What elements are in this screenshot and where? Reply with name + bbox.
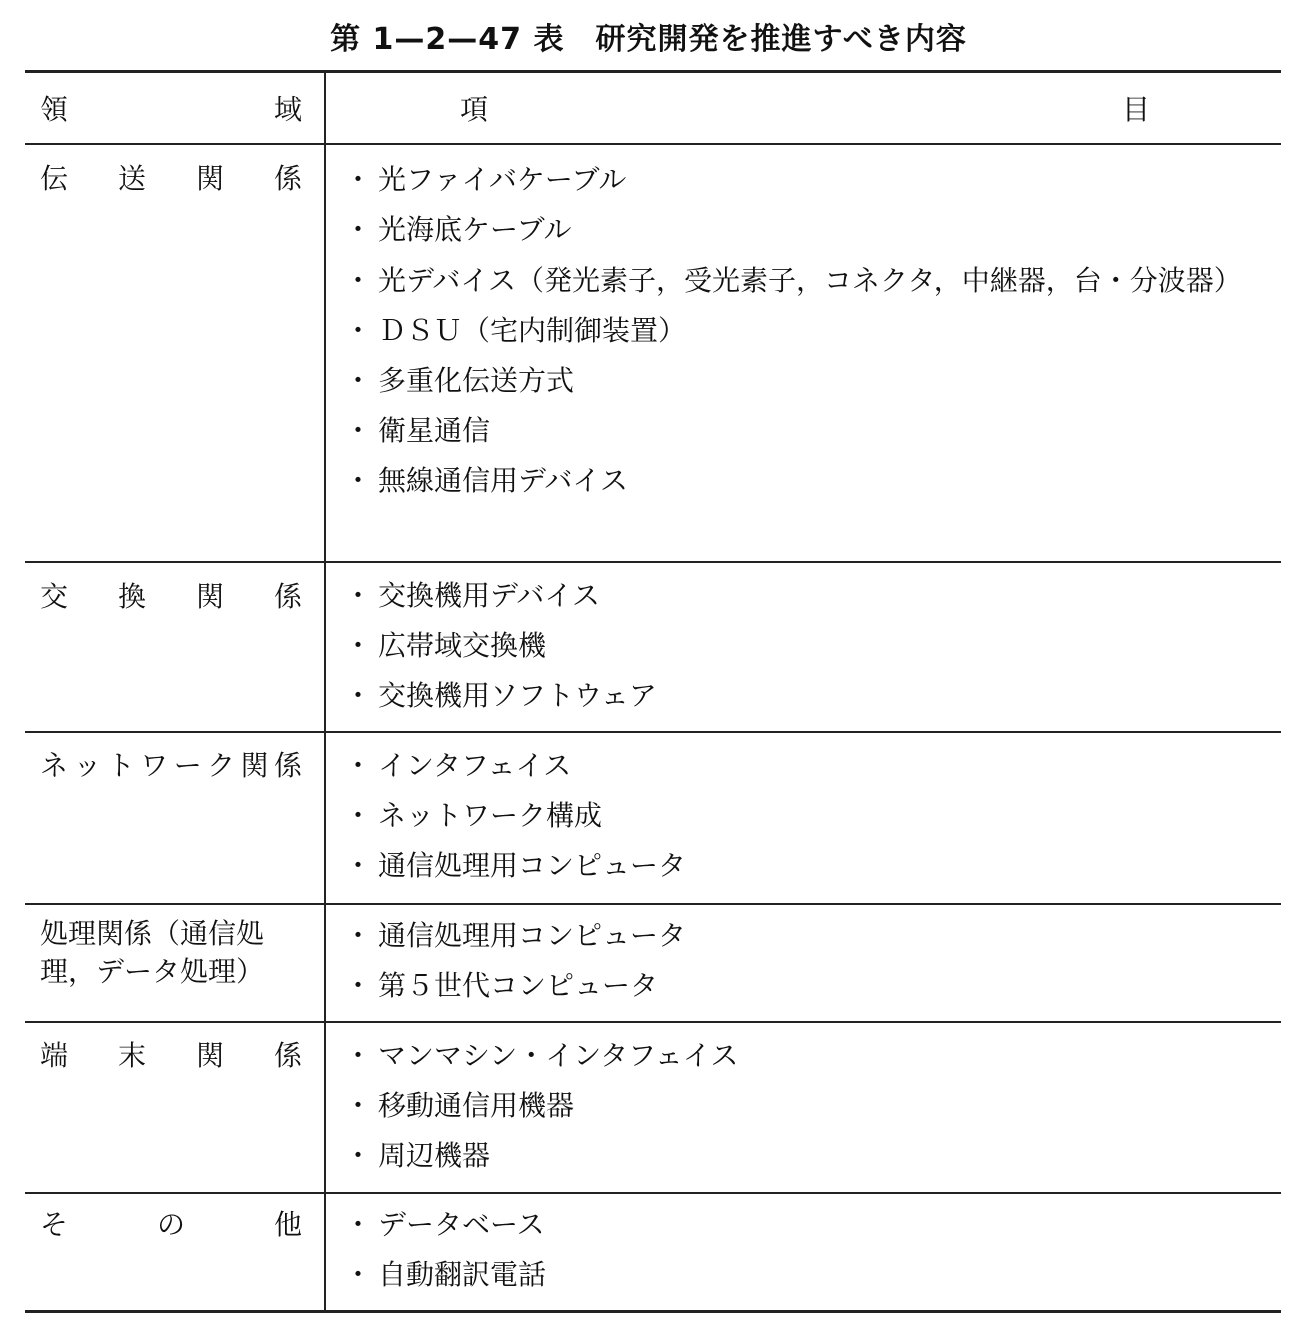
list-item: ・ マンマシン・インタフェイス [350, 1031, 1260, 1081]
row-divider [25, 561, 1281, 563]
row-items [350, 1200, 1260, 1300]
list-item: ・ 自動翻訳電話 [350, 1250, 1260, 1300]
row-items [350, 911, 1260, 1011]
list-item: ・ ネットワーク構成 [350, 791, 1260, 841]
list-item: ・ 周辺機器 [350, 1131, 1260, 1181]
column-divider [324, 72, 326, 1310]
list-item: ・ 交換機用デバイス [350, 571, 1260, 621]
header-rule [25, 143, 1281, 145]
row-divider [25, 1021, 1281, 1023]
row-divider [25, 1192, 1281, 1194]
list-item: ・ 多重化伝送方式 [350, 356, 1260, 406]
column-header-items: 項目 [460, 93, 1150, 126]
row-domain: その他 [40, 1208, 302, 1241]
list-item: ・ 第５世代コンピュータ [350, 961, 1260, 1011]
row-items [350, 1031, 1260, 1181]
row-domain: ネットワーク関係 [40, 749, 302, 782]
table-title: 第 1—2—47 表 研究開発を推進すべき内容 [330, 22, 967, 57]
row-domain: 端末関係 [40, 1039, 302, 1072]
list-item: ・ 無線通信用デバイス [350, 456, 1260, 506]
list-item: ・ データベース [350, 1200, 1260, 1250]
row-items [350, 571, 1260, 721]
row-domain: 交換関係 [40, 580, 302, 613]
list-item: ・ ＤＳＵ（宅内制御装置） [350, 306, 1260, 356]
list-item: ・ 交換機用ソフトウェア [350, 671, 1260, 721]
row-items [350, 741, 1260, 891]
row-divider [25, 731, 1281, 733]
list-item: ・ 広帯域交換機 [350, 621, 1260, 671]
list-item: ・ インタフェイス [350, 741, 1260, 791]
list-item: ・ 移動通信用機器 [350, 1081, 1260, 1131]
column-header-domain: 領域 [40, 93, 302, 126]
row-domain: 処理関係（通信処理，データ処理） [40, 917, 265, 988]
table-top-rule [25, 70, 1281, 73]
list-item: ・ 通信処理用コンピュータ [350, 911, 1260, 961]
list-item: ・ 衛星通信 [350, 406, 1260, 456]
row-domain: 伝送関係 [40, 162, 302, 195]
row-divider [25, 903, 1281, 905]
list-item: ・ 光海底ケーブル [350, 205, 1260, 255]
list-item: ・ 光デバイス（発光素子，受光素子，コネクタ，中継器，台・分波器） [350, 255, 1260, 306]
row-items [350, 155, 1260, 506]
list-item: ・ 光ファイバケーブル [350, 155, 1260, 205]
list-item: ・ 通信処理用コンピュータ [350, 841, 1260, 891]
table-bottom-rule [25, 1310, 1281, 1313]
